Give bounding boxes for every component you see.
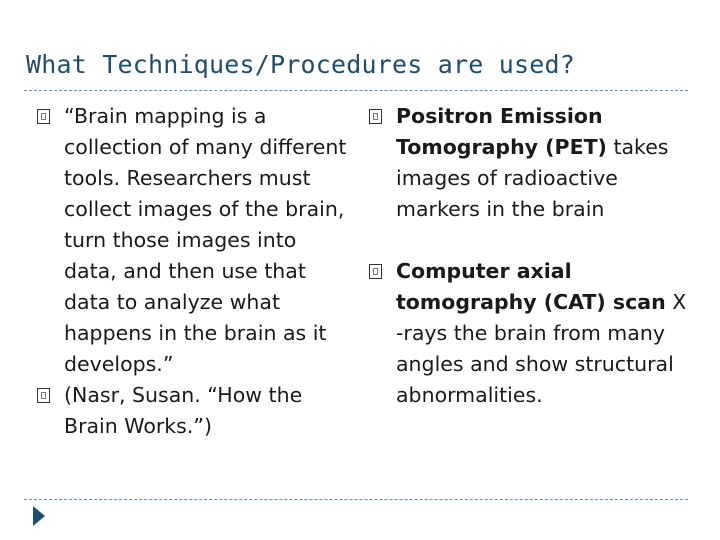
right-bullet-cat	[369, 256, 689, 411]
left-column	[37, 101, 347, 442]
left-bullet-quote-text: “Brain mapping is a collection of many different tools. Researchers must collect images of the brain, turn those images into data, and then use that data to analyze what happens in the brain as it develops.”	[64, 104, 347, 376]
square-bullet-icon	[369, 264, 382, 279]
left-bullet-citation-text: (Nasr, Susan. “How the Brain Works.”)	[64, 383, 303, 438]
footer-divider	[24, 499, 688, 500]
cat-term: Computer axial tomography (CAT) scan	[396, 259, 666, 314]
pet-term: Positron Emission Tomography (PET)	[396, 104, 607, 159]
left-bullet-quote	[37, 101, 347, 380]
slide-title: What Techniques/Procedures are used?	[26, 50, 576, 79]
left-bullet-citation	[37, 380, 347, 442]
pet-description: takes images of radioactive markers in the brain	[396, 135, 669, 221]
play-arrow-icon[interactable]	[33, 506, 45, 526]
square-bullet-icon	[37, 388, 50, 403]
cat-description: X -rays the brain from many angles and show structural abnormalities.	[396, 290, 687, 407]
square-bullet-icon	[369, 109, 382, 124]
right-bullet-pet	[369, 101, 689, 225]
right-column	[369, 101, 689, 411]
square-bullet-icon	[37, 109, 50, 124]
title-divider	[24, 90, 688, 91]
